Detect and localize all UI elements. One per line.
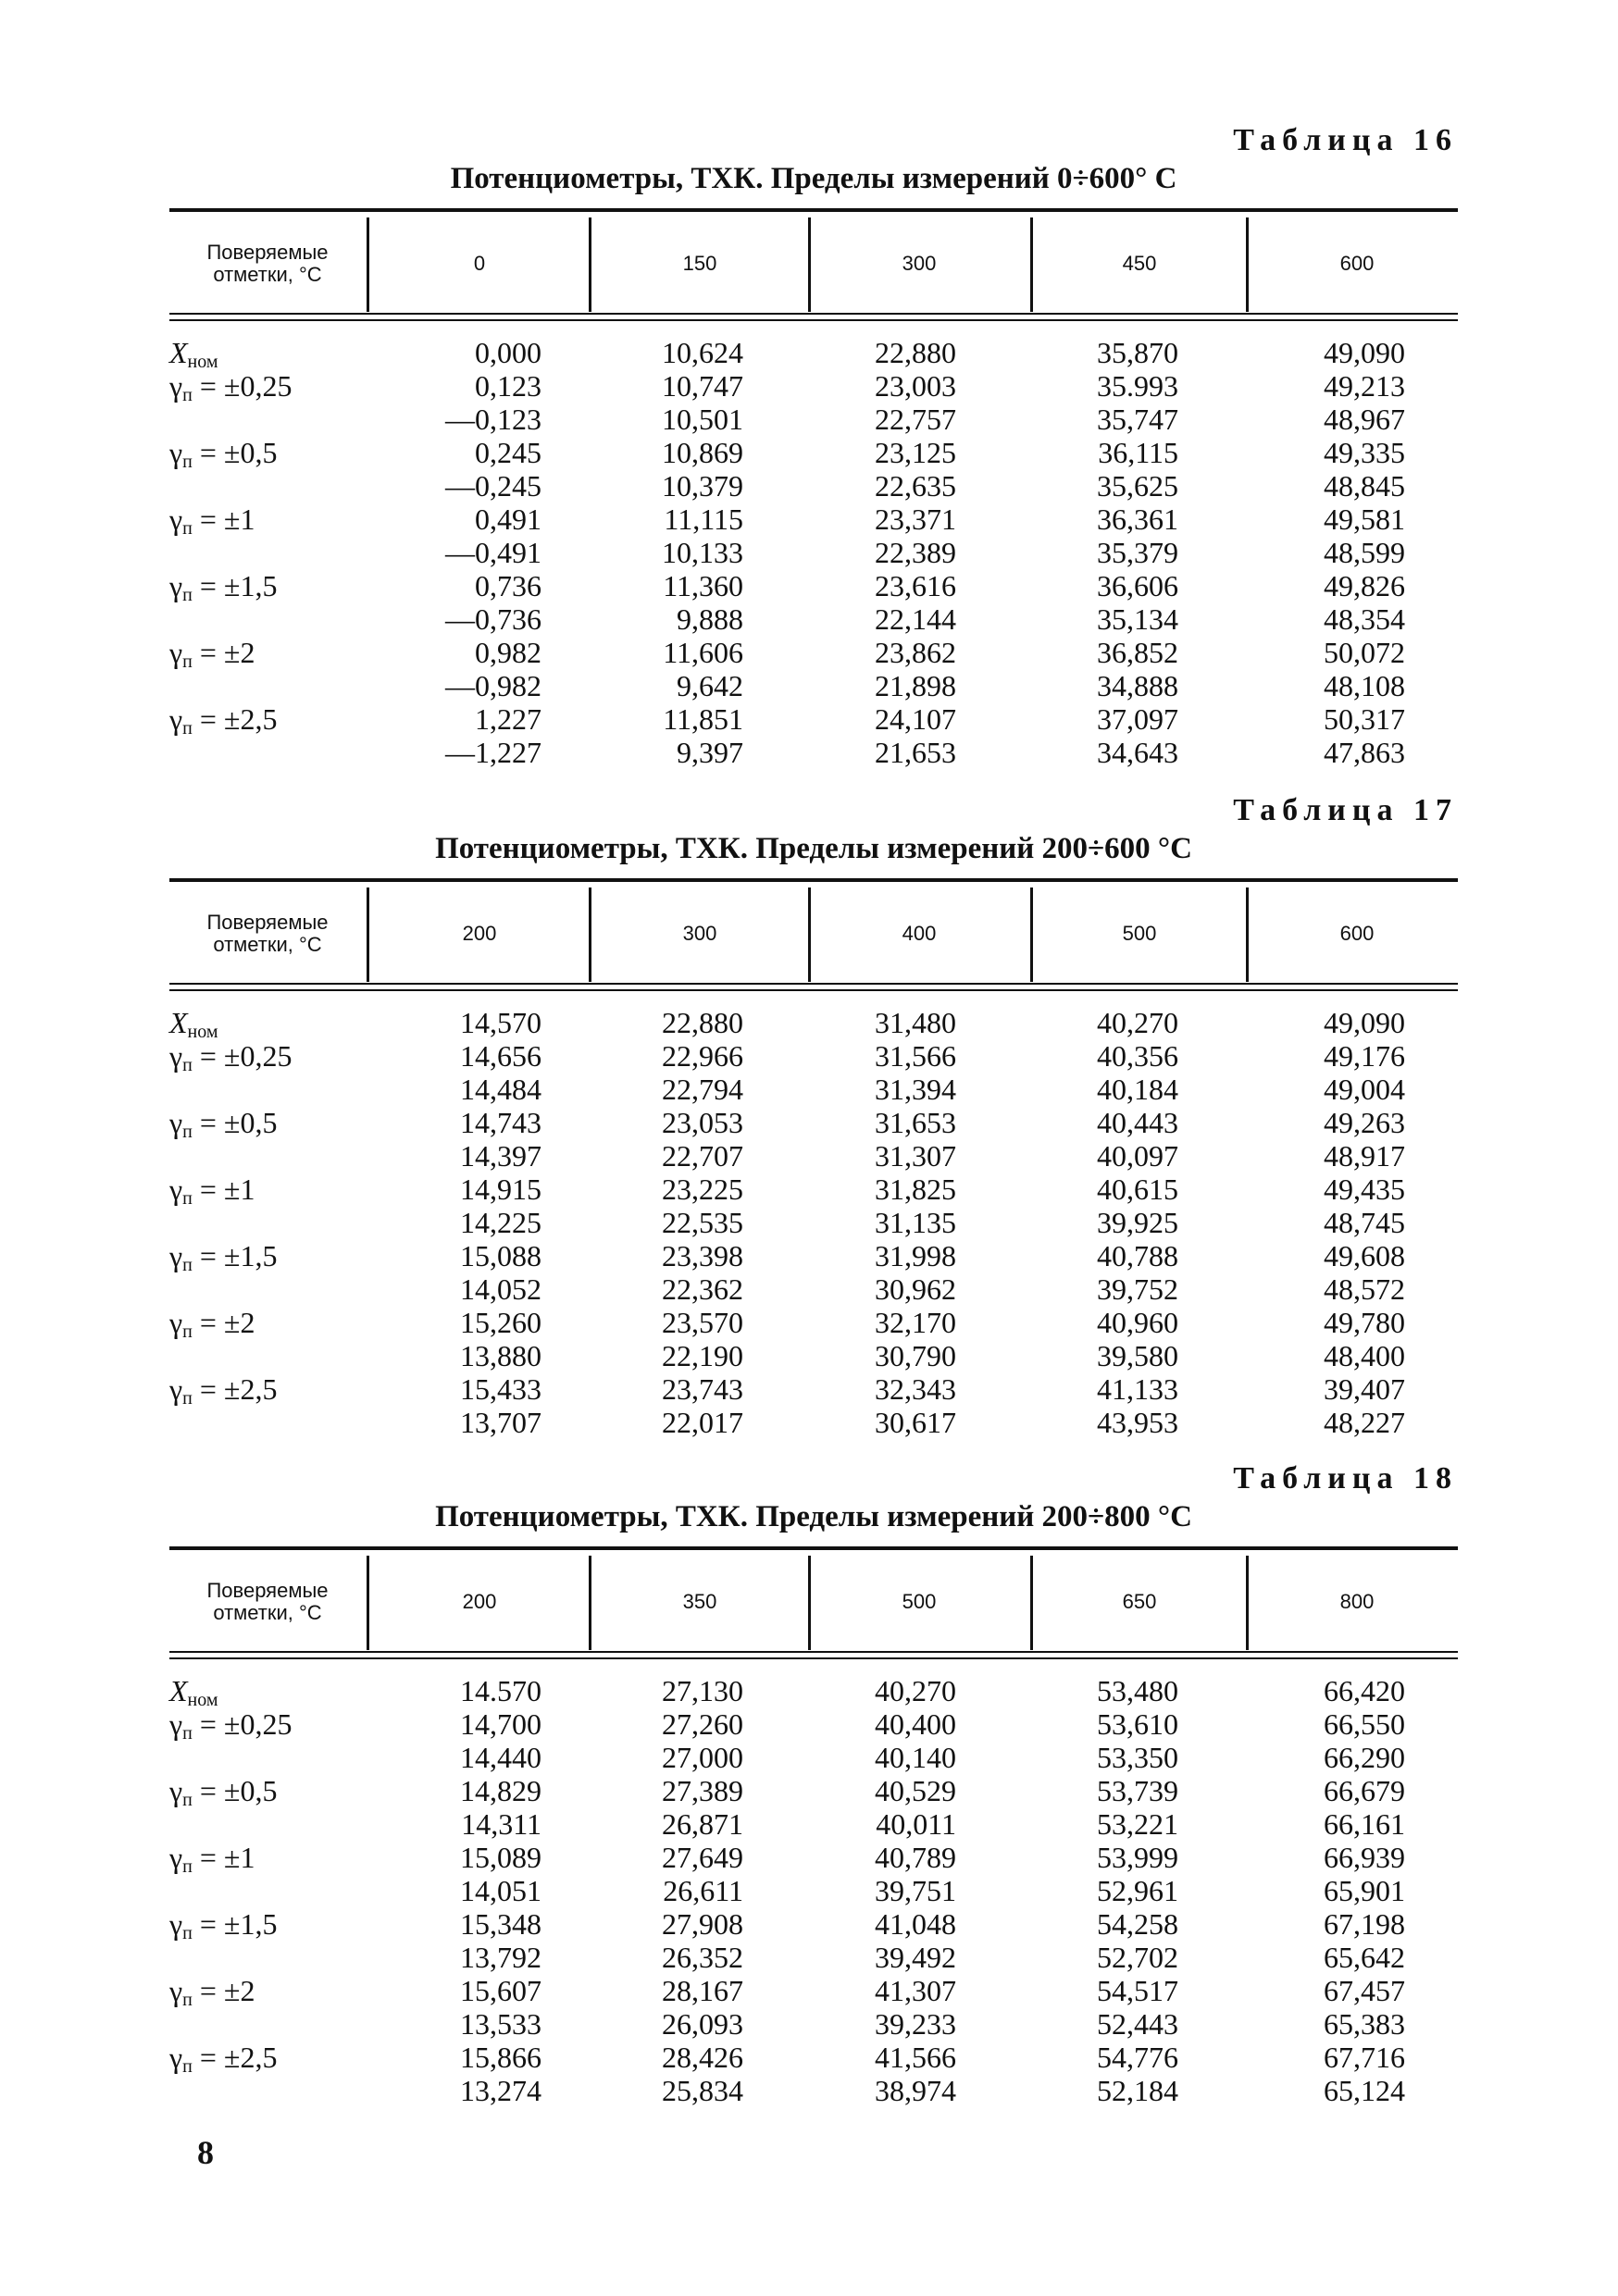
row-label: $X_{ном}$ — [169, 1674, 218, 1710]
table-cell: 43,953 — [1097, 1406, 1178, 1439]
table-header — [169, 878, 1458, 991]
table-cell: 35,134 — [1097, 602, 1178, 636]
table-cell: 65,901 — [1324, 1874, 1405, 1907]
table-cell: 40,140 — [875, 1741, 956, 1774]
row-label: $\gamma_п = \pm 1$ — [169, 503, 255, 539]
column-rule — [1246, 217, 1249, 312]
table-cell: 66,939 — [1324, 1841, 1405, 1874]
column-header: 0 — [473, 252, 486, 275]
table-cell: 39,925 — [1097, 1206, 1178, 1239]
table-cell: 65,124 — [1324, 2074, 1405, 2107]
table-header — [169, 1546, 1458, 1659]
table-cell: 35,625 — [1097, 469, 1178, 503]
table-cell: 54,258 — [1097, 1907, 1178, 1941]
table-cell: 48,967 — [1324, 403, 1405, 436]
header-double-rule — [169, 1651, 1458, 1659]
row-label: $\gamma_п = \pm 1,5$ — [169, 1907, 278, 1943]
table-cell: —0,245 — [445, 469, 541, 503]
table-cell: 15,607 — [460, 1974, 541, 2007]
column-header: 600 — [1339, 252, 1375, 275]
column-header: 300 — [902, 252, 937, 275]
table-cell: 30,617 — [875, 1406, 956, 1439]
table-cell: 27,649 — [662, 1841, 743, 1874]
table-cell: 40,270 — [875, 1674, 956, 1707]
table-cell: 1,227 — [475, 702, 541, 736]
table-cell: 14,397 — [460, 1139, 541, 1173]
table-cell: 40,443 — [1097, 1106, 1178, 1139]
row-label: $\gamma_п = \pm 2$ — [169, 1974, 255, 2010]
table-cell: 41,566 — [875, 2041, 956, 2074]
table-cell: 48,599 — [1324, 536, 1405, 569]
table-cell: 34,643 — [1097, 736, 1178, 769]
stub-header — [169, 912, 366, 956]
table-cell: 0,123 — [475, 369, 541, 403]
table-cell: 53,739 — [1097, 1774, 1178, 1807]
column-rule — [808, 887, 811, 982]
column-rule — [1246, 1556, 1249, 1650]
table-cell: 15,348 — [460, 1907, 541, 1941]
table-cell: 9,888 — [677, 602, 743, 636]
table-cell: 31,135 — [875, 1206, 956, 1239]
table-cell: 28,426 — [662, 2041, 743, 2074]
table-cell: 25,834 — [662, 2074, 743, 2107]
column-header: 200 — [462, 922, 497, 945]
table-cell: 49,335 — [1324, 436, 1405, 469]
stub-header-line-1: Поверяемые — [206, 911, 329, 934]
table-cell: 36,606 — [1097, 569, 1178, 602]
table-cell: 26,352 — [662, 1941, 743, 1974]
table-cell: 22,389 — [875, 536, 956, 569]
table-cell: —0,123 — [445, 403, 541, 436]
table-cell: 0,736 — [475, 569, 541, 602]
table-cell: 14,484 — [460, 1073, 541, 1106]
table-cell: 22,144 — [875, 602, 956, 636]
table-cell: 40,270 — [1097, 1006, 1178, 1039]
table-cell: 30,790 — [875, 1339, 956, 1372]
table-cell: 65,383 — [1324, 2007, 1405, 2041]
table-cell: 50,317 — [1324, 702, 1405, 736]
table-cell: 36,361 — [1097, 503, 1178, 536]
table-cell: 22,757 — [875, 403, 956, 436]
table-cell: 53,480 — [1097, 1674, 1178, 1707]
table-cell: 31,480 — [875, 1006, 956, 1039]
table-cell: —1,227 — [445, 736, 541, 769]
header-double-rule — [169, 313, 1458, 321]
table-cell: 14,225 — [460, 1206, 541, 1239]
table-cell: 23,862 — [875, 636, 956, 669]
table-cell: 22,535 — [662, 1206, 743, 1239]
table-cell: 22,017 — [662, 1406, 743, 1439]
table-cell: 22,635 — [875, 469, 956, 503]
table-cell: 26,611 — [663, 1874, 743, 1907]
table-cell: 27,389 — [662, 1774, 743, 1807]
table-cell: 52,443 — [1097, 2007, 1178, 2041]
table-cell: 49,263 — [1324, 1106, 1405, 1139]
table-cell: 23,570 — [662, 1306, 743, 1339]
table-cell: 52,702 — [1097, 1941, 1178, 1974]
table-cell: 31,566 — [875, 1039, 956, 1073]
table-cell: 49,581 — [1324, 503, 1405, 536]
table-cell: 34,888 — [1097, 669, 1178, 702]
table-cell: 11,360 — [663, 569, 743, 602]
stub-header — [169, 1580, 366, 1624]
table-cell: 10,869 — [662, 436, 743, 469]
column-rule — [589, 217, 591, 312]
table-cell: 31,653 — [875, 1106, 956, 1139]
table-cell: 37,097 — [1097, 702, 1178, 736]
table-number: Таблица 18 — [1233, 1461, 1458, 1496]
table-cell: 23,743 — [662, 1372, 743, 1406]
table-cell: 10,747 — [662, 369, 743, 403]
table-cell: 39,751 — [875, 1874, 956, 1907]
table-cell: 14,311 — [461, 1807, 541, 1841]
table-cell: 10,133 — [662, 536, 743, 569]
table-cell: 52,961 — [1097, 1874, 1178, 1907]
table-cell: 30,962 — [875, 1272, 956, 1306]
table-cell: 9,642 — [677, 669, 743, 702]
table-cell: 22,966 — [662, 1039, 743, 1073]
table-cell: 40,011 — [876, 1807, 956, 1841]
table-cell: 66,550 — [1324, 1707, 1405, 1741]
table-cell: 53,350 — [1097, 1741, 1178, 1774]
table-cell: 48,227 — [1324, 1406, 1405, 1439]
table-cell: 48,400 — [1324, 1339, 1405, 1372]
table-cell: —0,736 — [445, 602, 541, 636]
column-rule — [367, 217, 369, 312]
table-cell: 14,656 — [460, 1039, 541, 1073]
column-rule — [367, 1556, 369, 1650]
column-rule — [808, 1556, 811, 1650]
table-cell: 39,407 — [1324, 1372, 1405, 1406]
table-cell: 23,053 — [662, 1106, 743, 1139]
stub-header-line-2: отметки, °С — [213, 1601, 322, 1624]
table-title: Потенциометры, ТХК. Пределы измерений 200÷800 °С — [435, 1500, 1192, 1533]
header-double-rule — [169, 983, 1458, 991]
table-cell: 15,433 — [460, 1372, 541, 1406]
stub-header-line-1: Поверяемые — [206, 1579, 329, 1602]
table-cell: 39,492 — [875, 1941, 956, 1974]
table-cell: 23,371 — [875, 503, 956, 536]
column-header: 400 — [902, 922, 937, 945]
row-label: $\gamma_п = \pm 0,5$ — [169, 1106, 278, 1142]
table-cell: 13,707 — [460, 1406, 541, 1439]
table-cell: 21,653 — [875, 736, 956, 769]
table-cell: 27,260 — [662, 1707, 743, 1741]
table-cell: 31,998 — [875, 1239, 956, 1272]
stub-header-line-1: Поверяемые — [206, 241, 329, 264]
table-cell: 40,400 — [875, 1707, 956, 1741]
row-label: $\gamma_п = \pm 0,25$ — [169, 1039, 292, 1075]
table-cell: 27,130 — [662, 1674, 743, 1707]
table-cell: 10,501 — [662, 403, 743, 436]
table-cell: 38,974 — [875, 2074, 956, 2107]
table-cell: 54,776 — [1097, 2041, 1178, 2074]
table-cell: 66,679 — [1324, 1774, 1405, 1807]
table-cell: 40,788 — [1097, 1239, 1178, 1272]
table-cell: 0,982 — [475, 636, 541, 669]
table-cell: 32,343 — [875, 1372, 956, 1406]
table-cell: 40,615 — [1097, 1173, 1178, 1206]
table-cell: 10,624 — [662, 336, 743, 369]
table-cell: 14,915 — [460, 1173, 541, 1206]
table-cell: 49,826 — [1324, 569, 1405, 602]
row-label: $\gamma_п = \pm 0,25$ — [169, 1707, 292, 1744]
row-label: $\gamma_п = \pm 2,5$ — [169, 702, 278, 738]
table-cell: 14.570 — [460, 1674, 541, 1707]
table-cell: 41,048 — [875, 1907, 956, 1941]
column-header: 600 — [1339, 922, 1375, 945]
table-cell: 32,170 — [875, 1306, 956, 1339]
table-cell: 14,440 — [460, 1741, 541, 1774]
row-label: $\gamma_п = \pm 1,5$ — [169, 1239, 278, 1275]
table-cell: 49,004 — [1324, 1073, 1405, 1106]
table-cell: 22,880 — [875, 336, 956, 369]
table-cell: 48,845 — [1324, 469, 1405, 503]
row-label: $\gamma_п = \pm 1$ — [169, 1841, 255, 1877]
table-cell: —0,491 — [445, 536, 541, 569]
table-cell: 53,999 — [1097, 1841, 1178, 1874]
table-cell: 39,580 — [1097, 1339, 1178, 1372]
table-cell: 11,606 — [663, 636, 743, 669]
stub-header-line-2: отметки, °С — [213, 933, 322, 956]
table-cell: 39,752 — [1097, 1272, 1178, 1306]
table-cell: 52,184 — [1097, 2074, 1178, 2107]
table-cell: —0,982 — [445, 669, 541, 702]
table-cell: 28,167 — [662, 1974, 743, 2007]
table-cell: 67,716 — [1324, 2041, 1405, 2074]
table-cell: 49,176 — [1324, 1039, 1405, 1073]
column-header: 450 — [1122, 252, 1157, 275]
table-cell: 22,880 — [662, 1006, 743, 1039]
table-cell: 22,794 — [662, 1073, 743, 1106]
table-cell: 66,161 — [1324, 1807, 1405, 1841]
table-cell: 48,745 — [1324, 1206, 1405, 1239]
table-cell: 14,570 — [460, 1006, 541, 1039]
table-cell: 23,225 — [662, 1173, 743, 1206]
column-header: 200 — [462, 1590, 497, 1613]
table-cell: 24,107 — [875, 702, 956, 736]
table-cell: 14,743 — [460, 1106, 541, 1139]
table-cell: 27,000 — [662, 1741, 743, 1774]
table-cell: 15,260 — [460, 1306, 541, 1339]
table-cell: 39,233 — [875, 2007, 956, 2041]
column-rule — [367, 887, 369, 982]
table-cell: 13,533 — [460, 2007, 541, 2041]
table-cell: 14,829 — [460, 1774, 541, 1807]
table-title: Потенциометры, ТХК. Пределы измерений 0÷600° С — [450, 162, 1177, 195]
table-cell: 15,088 — [460, 1239, 541, 1272]
table-cell: 48,108 — [1324, 669, 1405, 702]
column-header: 500 — [1122, 922, 1157, 945]
table-cell: 36,115 — [1098, 436, 1178, 469]
table-cell: 50,072 — [1324, 636, 1405, 669]
table-cell: 48,354 — [1324, 602, 1405, 636]
table-cell: 31,394 — [875, 1073, 956, 1106]
table-cell: 23,616 — [875, 569, 956, 602]
column-header: 650 — [1122, 1590, 1157, 1613]
column-rule — [1030, 887, 1033, 982]
table-cell: 35.993 — [1097, 369, 1178, 403]
column-rule — [1030, 1556, 1033, 1650]
table-cell: 13,274 — [460, 2074, 541, 2107]
table-cell: 14,700 — [460, 1707, 541, 1741]
table-cell: 11,851 — [663, 702, 743, 736]
table-cell: 49,213 — [1324, 369, 1405, 403]
table-cell: 40,529 — [875, 1774, 956, 1807]
row-label: $\gamma_п = \pm 0,5$ — [169, 1774, 278, 1810]
table-number: Таблица 17 — [1233, 793, 1458, 827]
table-cell: 22,707 — [662, 1139, 743, 1173]
table-cell: 35,379 — [1097, 536, 1178, 569]
table-header — [169, 208, 1458, 321]
table-cell: 53,221 — [1097, 1807, 1178, 1841]
row-label: $X_{ном}$ — [169, 336, 218, 372]
table-cell: 14,052 — [460, 1272, 541, 1306]
row-label: $\gamma_п = \pm 2$ — [169, 1306, 255, 1342]
row-label: $\gamma_п = \pm 0,25$ — [169, 369, 292, 405]
table-cell: 23,003 — [875, 369, 956, 403]
row-label: $\gamma_п = \pm 2,5$ — [169, 1372, 278, 1409]
row-label: $\gamma_п = \pm 2,5$ — [169, 2041, 278, 2077]
table-cell: 11,115 — [664, 503, 743, 536]
stub-header — [169, 242, 366, 286]
table-cell: 65,642 — [1324, 1941, 1405, 1974]
table-cell: 22,190 — [662, 1339, 743, 1372]
table-cell: 40,960 — [1097, 1306, 1178, 1339]
column-header: 350 — [682, 1590, 717, 1613]
column-rule — [1246, 887, 1249, 982]
table-cell: 0,491 — [475, 503, 541, 536]
table-cell: 67,457 — [1324, 1974, 1405, 2007]
table-cell: 41,307 — [875, 1974, 956, 2007]
table-cell: 13,792 — [460, 1941, 541, 1974]
table-cell: 48,572 — [1324, 1272, 1405, 1306]
table-cell: 66,420 — [1324, 1674, 1405, 1707]
table-cell: 26,093 — [662, 2007, 743, 2041]
table-cell: 31,307 — [875, 1139, 956, 1173]
table-cell: 26,871 — [662, 1807, 743, 1841]
table-cell: 23,398 — [662, 1239, 743, 1272]
table-cell: 14,051 — [460, 1874, 541, 1907]
page-number: 8 — [197, 2134, 214, 2171]
table-cell: 54,517 — [1097, 1974, 1178, 2007]
table-cell: 67,198 — [1324, 1907, 1405, 1941]
table-title: Потенциометры, ТХК. Пределы измерений 200÷600 °С — [435, 832, 1192, 865]
table-cell: 21,898 — [875, 669, 956, 702]
table-cell: 40,356 — [1097, 1039, 1178, 1073]
table-number: Таблица 16 — [1233, 123, 1458, 157]
table-cell: 49,090 — [1324, 1006, 1405, 1039]
row-label: $\gamma_п = \pm 1,5$ — [169, 569, 278, 605]
table-cell: 40,789 — [875, 1841, 956, 1874]
table-cell: 49,780 — [1324, 1306, 1405, 1339]
table-cell: 13,880 — [460, 1339, 541, 1372]
table-cell: 23,125 — [875, 436, 956, 469]
table-cell: 36,852 — [1097, 636, 1178, 669]
table-cell: 40,184 — [1097, 1073, 1178, 1106]
table-cell: 22,362 — [662, 1272, 743, 1306]
column-header: 800 — [1339, 1590, 1375, 1613]
table-cell: 31,825 — [875, 1173, 956, 1206]
table-cell: 66,290 — [1324, 1741, 1405, 1774]
table-cell: 15,866 — [460, 2041, 541, 2074]
row-label: $\gamma_п = \pm 2$ — [169, 636, 255, 672]
row-label: $X_{ном}$ — [169, 1006, 218, 1042]
column-header: 300 — [682, 922, 717, 945]
table-cell: 40,097 — [1097, 1139, 1178, 1173]
table-cell: 35,747 — [1097, 403, 1178, 436]
table-cell: 53,610 — [1097, 1707, 1178, 1741]
table-cell: 15,089 — [460, 1841, 541, 1874]
table-cell: 35,870 — [1097, 336, 1178, 369]
column-header: 150 — [682, 252, 717, 275]
column-rule — [589, 887, 591, 982]
table-cell: 41,133 — [1097, 1372, 1178, 1406]
column-rule — [1030, 217, 1033, 312]
column-header: 500 — [902, 1590, 937, 1613]
row-label: $\gamma_п = \pm 0,5$ — [169, 436, 278, 472]
table-cell: 49,608 — [1324, 1239, 1405, 1272]
table-cell: 9,397 — [677, 736, 743, 769]
table-cell: 49,435 — [1324, 1173, 1405, 1206]
row-label: $\gamma_п = \pm 1$ — [169, 1173, 255, 1209]
column-rule — [808, 217, 811, 312]
table-cell: 48,917 — [1324, 1139, 1405, 1173]
table-cell: 47,863 — [1324, 736, 1405, 769]
table-cell: 27,908 — [662, 1907, 743, 1941]
table-cell: 0,000 — [475, 336, 541, 369]
column-rule — [589, 1556, 591, 1650]
stub-header-line-2: отметки, °С — [213, 263, 322, 286]
table-cell: 0,245 — [475, 436, 541, 469]
table-cell: 10,379 — [662, 469, 743, 503]
table-cell: 49,090 — [1324, 336, 1405, 369]
